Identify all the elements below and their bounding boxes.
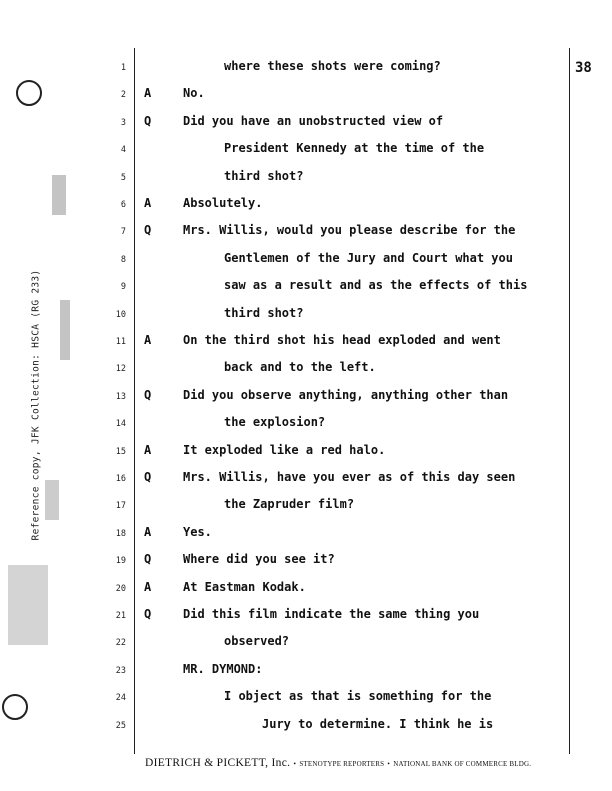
footer-tagline: STENOTYPE REPORTERS	[299, 760, 385, 768]
line-number: 17	[115, 501, 126, 512]
speaker-marker: Q	[144, 470, 152, 484]
line-number: 18	[115, 528, 126, 539]
line-text: No.	[183, 86, 205, 101]
transcript-line	[0, 385, 569, 411]
line-text: President Kennedy at the time of the	[224, 141, 485, 156]
speaker-marker: A	[144, 442, 152, 457]
transcript-line	[0, 714, 569, 740]
line-text: where these shots were coming?	[224, 59, 441, 73]
line-number: 14	[115, 419, 126, 430]
line-text: Did you have an unobstructed view of	[183, 113, 444, 128]
transcript-line	[0, 440, 569, 466]
line-text: MR. DYMOND:	[183, 661, 263, 676]
speaker-marker: Q	[144, 223, 152, 238]
line-text: Mrs. Willis, would you please describe for the	[183, 223, 516, 238]
transcript-line	[0, 166, 569, 192]
transcript-line	[0, 220, 569, 246]
transcript-line	[0, 56, 569, 82]
line-text: third shot?	[224, 305, 304, 320]
transcript-line	[0, 357, 569, 383]
page-number: 38	[575, 60, 592, 76]
line-number: 11	[115, 337, 126, 347]
transcript-line	[0, 303, 569, 329]
line-number: 19	[115, 556, 126, 567]
line-text: At Eastman Kodak.	[183, 579, 306, 594]
transcript-line	[0, 467, 569, 493]
line-text: Absolutely.	[183, 196, 263, 210]
footer-separator: •	[293, 760, 297, 768]
line-number: 10	[115, 309, 126, 320]
line-number: 3	[120, 117, 126, 128]
line-text: Did you observe anything, anything other than	[183, 387, 509, 402]
line-number: 16	[115, 474, 126, 484]
transcript-line	[0, 522, 569, 548]
speaker-marker: A	[144, 579, 152, 594]
transcript-line	[0, 631, 569, 657]
transcript-line	[0, 330, 569, 356]
line-number: 5	[120, 172, 126, 183]
line-number: 7	[120, 227, 126, 238]
line-text: Yes.	[183, 524, 212, 539]
line-number: 22	[115, 638, 126, 649]
transcript-line	[0, 111, 569, 137]
speaker-marker: A	[144, 524, 152, 539]
line-text: Gentlemen of the Jury and Court what you	[224, 250, 513, 265]
transcript-line	[0, 412, 569, 438]
line-number: 20	[115, 583, 126, 594]
line-text: It exploded like a red halo.	[183, 442, 386, 457]
line-text: the explosion?	[224, 415, 326, 430]
speaker-marker: Q	[144, 113, 152, 128]
line-number: 6	[120, 200, 126, 210]
transcript-line	[0, 275, 569, 301]
line-number: 4	[120, 145, 126, 156]
transcript-line	[0, 494, 569, 520]
line-text: back and to the left.	[224, 360, 376, 375]
line-text: saw as a result and as the effects of this	[224, 278, 528, 293]
line-text: Mrs. Willis, have you ever as of this day seen	[183, 470, 516, 484]
transcript-line	[0, 138, 569, 164]
line-text: Jury to determine. I think he is	[262, 716, 494, 731]
line-number: 2	[120, 90, 126, 101]
line-text: the Zapruder film?	[224, 497, 355, 512]
line-text: I object as that is something for the	[224, 689, 492, 704]
line-number: 8	[120, 254, 126, 265]
line-number: 1	[120, 63, 126, 73]
speaker-marker: A	[144, 333, 152, 347]
line-text: On the third shot his head exploded and went	[183, 333, 501, 347]
line-text: observed?	[224, 634, 290, 649]
transcript-line	[0, 604, 569, 630]
speaker-marker: Q	[144, 387, 152, 402]
transcript-line	[0, 686, 569, 712]
line-number: 9	[120, 282, 126, 293]
page-footer	[145, 757, 531, 769]
line-text: Where did you see it?	[183, 552, 335, 567]
speaker-marker: A	[144, 86, 152, 101]
transcript-line	[0, 659, 569, 685]
line-text: third shot?	[224, 168, 304, 183]
line-text: Did this film indicate the same thing you	[183, 607, 480, 621]
transcript-line	[0, 83, 569, 109]
speaker-marker: Q	[144, 607, 152, 621]
right-margin-rule	[569, 48, 570, 754]
line-number: 15	[115, 446, 126, 457]
line-number: 24	[115, 693, 126, 704]
footer-address: NATIONAL BANK OF COMMERCE BLDG.	[393, 760, 532, 768]
footer-firm-name: DIETRICH & PICKETT, Inc.	[145, 757, 291, 769]
transcript-line	[0, 549, 569, 575]
line-number: 23	[115, 665, 126, 676]
transcript-line	[0, 193, 569, 219]
transcript-line	[0, 248, 569, 274]
footer-separator: •	[387, 760, 391, 768]
archive-stamp: Reference copy, JFK Collection: HSCA (RG 233)	[30, 269, 42, 541]
line-number: 12	[115, 364, 126, 375]
line-number: 13	[115, 391, 126, 402]
speaker-marker: Q	[144, 552, 152, 567]
transcript-line	[0, 577, 569, 603]
speaker-marker: A	[144, 196, 152, 210]
line-number: 21	[115, 611, 126, 621]
line-number: 25	[115, 720, 126, 731]
